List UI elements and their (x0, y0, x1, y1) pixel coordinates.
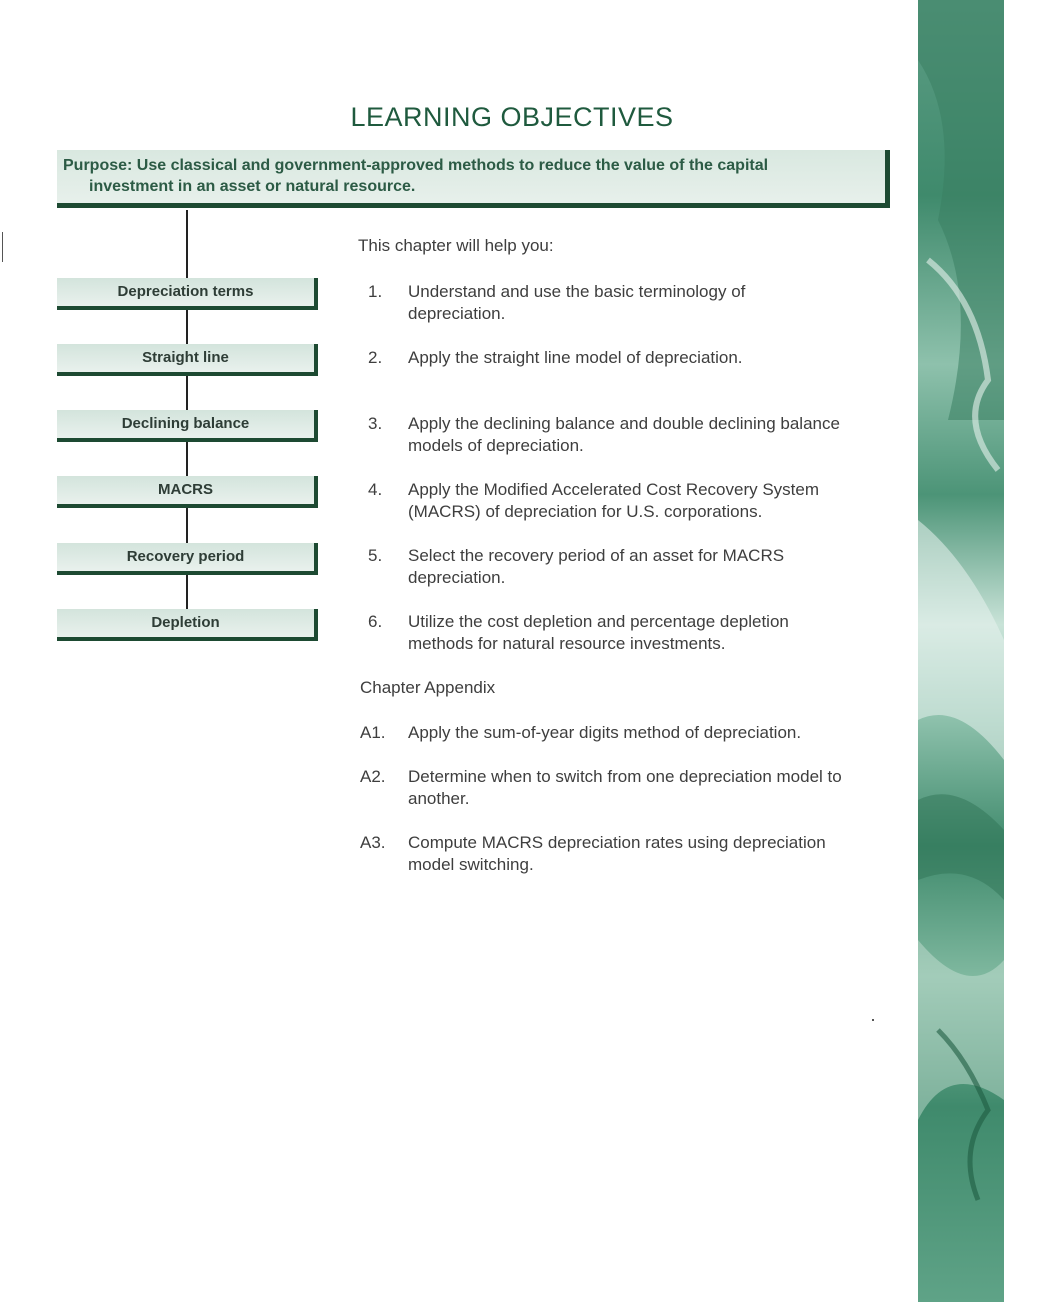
topic-box-recovery-period: Recovery period (57, 543, 318, 575)
objective-item (358, 281, 898, 325)
objective-item (358, 611, 898, 655)
topic-box-macrs: MACRS (57, 476, 318, 508)
appendix-heading: Chapter Appendix (360, 678, 496, 697)
objective-number: 2. (368, 348, 383, 367)
appendix-number: A3. (360, 833, 386, 852)
objective-item (358, 479, 898, 523)
flow-connector (186, 574, 188, 609)
objective-number: 6. (368, 612, 383, 631)
appendix-number: A1. (360, 723, 386, 742)
page-title: LEARNING OBJECTIVES (350, 102, 674, 132)
margin-rule (2, 232, 3, 262)
objective-item (358, 347, 898, 369)
flow-connector (186, 210, 188, 278)
objective-text: Understand and use the basic terminology of depreciation. (408, 282, 746, 323)
appendix-item (358, 832, 898, 876)
appendix-text: Apply the sum-of-year digits method of depreciation. (408, 723, 802, 742)
purpose-text (63, 155, 873, 197)
objective-text: Apply the straight line model of depreciation. (408, 348, 743, 367)
topic-box-depreciation-terms: Depreciation terms (57, 278, 318, 310)
flow-connector (186, 508, 188, 543)
appendix-item (358, 766, 898, 810)
flow-connector (186, 310, 188, 345)
objective-text: Apply the Modified Accelerated Cost Recovery System (MACRS) of depreciation for U.S. corporations. (408, 480, 820, 521)
purpose-line-2: investment in an asset or natural resource. (89, 178, 416, 195)
objective-item (358, 545, 898, 589)
objective-number: 1. (368, 282, 383, 301)
objective-text: Select the recovery period of an asset for MACRS depreciation. (408, 546, 785, 587)
appendix-text: Determine when to switch from one depreciation model to another. (408, 767, 842, 808)
topic-box-straight-line: Straight line (57, 344, 318, 376)
topic-box-depletion: Depletion (57, 609, 318, 641)
objective-item (358, 413, 898, 457)
stray-mark (872, 1019, 874, 1021)
flow-connector (186, 376, 188, 411)
objective-text: Apply the declining balance and double declining balance models of depreciation. (408, 414, 840, 455)
objective-text: Utilize the cost depletion and percentage depletion methods for natural resource investments. (408, 612, 789, 653)
objective-number: 5. (368, 546, 383, 565)
appendix-item (358, 722, 898, 744)
purpose-banner (57, 150, 890, 208)
appendix-text: Compute MACRS depreciation rates using depreciation model switching. (408, 833, 826, 874)
purpose-line-1: Purpose: Use classical and government-approved methods to reduce the value of the capital (63, 157, 769, 174)
topic-box-declining-balance: Declining balance (57, 410, 318, 442)
appendix-number: A2. (360, 767, 386, 786)
objective-number: 3. (368, 414, 383, 433)
decorative-side-image (918, 0, 1004, 1302)
intro-text: This chapter will help you: (358, 236, 554, 255)
objective-number: 4. (368, 480, 383, 499)
flow-connector (186, 442, 188, 477)
